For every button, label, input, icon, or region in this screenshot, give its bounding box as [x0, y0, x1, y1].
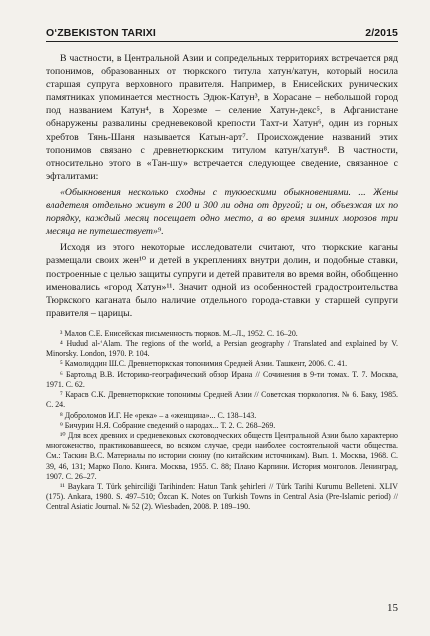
footnote: ⁴ Hudud al-‘Alam. The regions of the world, a Persian geography / Translated and explained by V. Minorsky. London, 1970. P. 104. [46, 339, 398, 359]
header-rule [46, 41, 398, 42]
main-text [46, 52, 398, 320]
journal-title: O‘ZBEKISTON TARIXI [46, 27, 156, 39]
footnote: ⁹ Бичурин Н.Я. Собрание сведений о народах... Т. 2. С. 268–269. [60, 420, 276, 430]
page-number: 15 [387, 602, 398, 614]
quote-block: «Обыкновения несколько сходны с тукюескими обыкновениями. ... Жены владетеля отдельно живут в 200 и 300 ли одна от другой; и он, объезжая их по порядку, каждый месяц посещает одно место, а во время зимних морозов три месяца не путешествует»⁹. [46, 186, 398, 238]
footnote: ⁷ Карасв С.К. Древнетюркские топонимы Средней Азии // Советская тюркология. № 6. Баку, 1985. С. 24. [46, 390, 398, 410]
footnote: ¹¹ Baykara T. Türk şehirciliği Tarihinden: Hatun Tarık şehirleri // Türk Tarihi Kurumu Belleteni. XLIV (175). Ankara, 1980. S. 497–510; Özcan K. Notes on Turkish Towns in Central Asia (Pre-Islamic period) // Central Asiatic Journal. № 52 (2). Wiesbaden, 2008. P. 189–190. [46, 481, 398, 512]
running-header [46, 27, 398, 40]
footnote: ⁸ Доброломов И.Г. Не «река» – а «женщина»... С. 138–143. [60, 410, 257, 420]
issue-label: 2/2015 [365, 27, 398, 39]
paragraph-2: Исходя из этого некоторые исследователи считают, что тюркские каганы размещали своих жен¹⁰ и детей в укреплениях внутри долин, и подобные ставки, построенные с целью защиты супруги и детей правителя во время войн, обобщенно именовались «город Хатун»¹¹. Значит одной из особенностей градостроительства Тюркского каганата было наличие отдельного города-ставки у старшей супруги правителя – царицы. [46, 242, 398, 319]
footnote: ¹⁰ Для всех древних и средневековых скотоводческих обществ Центральной Азии было характерно многоженство, практиковавшееся, во всяком случае, среди наиболее состоятельной части общества. См.: Таскин В.С. Материалы по истории сюнну (по китайским источникам). Вып. 1. Москва, 1968. С. 39, 46, 131; Марко Поло. Книга. Москва, 1955. С. 88; Плано Карпини. История монголов. Ленинград, 1907. С. 26–27. [46, 430, 398, 481]
footnotes [46, 329, 398, 513]
paragraph-1: В частности, в Центральной Азии и сопредельных территориях встречается ряд топонимов, образованных от тюркского титула хатун/катун, который носила старшая супруга верховного правителя. Например, в Енисейских рунических памятниках упоминается местность Эдюк-Катун³, в Хорасане – небольшой город под названием Катун⁴, в Хорезме – селение Хатун-декс⁵, в Афганистане обнаружены развалины средневековой крепости Тахт-и Хатун⁶, один из горных хребтов Тянь-Шаня называется Катын-арт⁷. Происхождение названий этих топонимов связано с древнетюркским титулом катун/хатун⁸. В частности, относительно этого в «Тан-шу» встречается следующее сведение, связанное с эфталитами: [46, 53, 398, 182]
footnote: ⁵ Камолиддин Ш.С. Древнетюркская топонимия Средней Азии. Ташкент, 2006. С. 41. [60, 359, 348, 369]
footnote: ³ Малов С.Е. Енисейская письменность тюрков. М.–Л., 1952. С. 16–20. [60, 328, 298, 338]
article-body [46, 52, 398, 513]
footnote: ⁶ Бартольд В.В. Историко-географический обзор Ирана // Сочинения в 9-ти томах. Т. 7. Москва, 1971. С. 62. [46, 369, 398, 389]
